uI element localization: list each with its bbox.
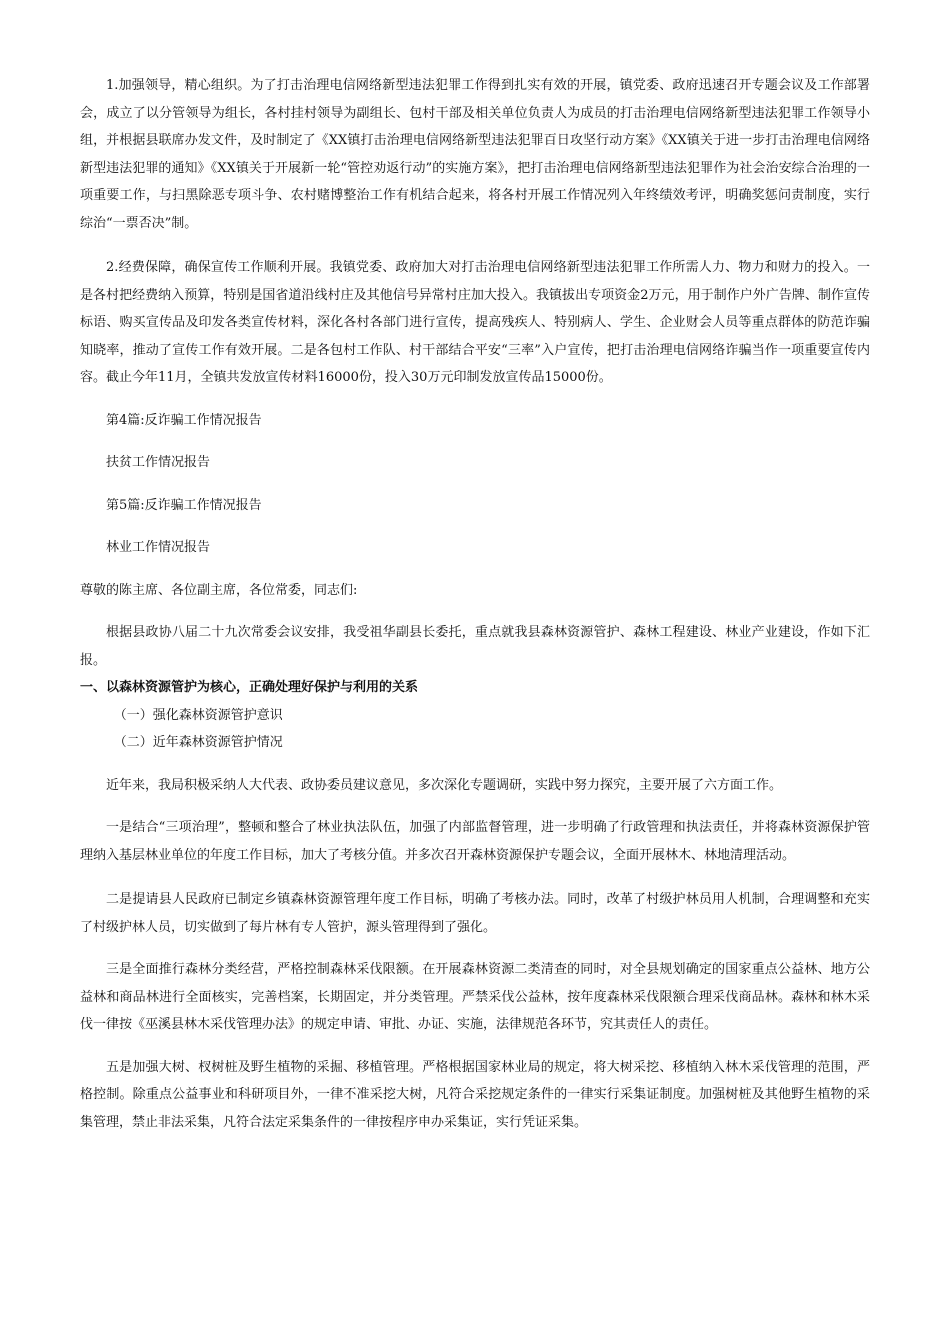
paragraph-item-3: 三是全面推行森林分类经营，严格控制森林采伐限额。在开展森林资源二类清查的同时，对全县规划确定的国家重点公益林、地方公益林和商品林进行全面核实，完善档案，长期固定，并分类管理。严禁采伐公益林，按年度森林采伐限额合理采伐商品林。森林和林木采伐一律按《巫溪县林木采伐管理办法》的规定申请、审批、办证、实施，法律规范各环节，究其责任人的责任。 bbox=[80, 962, 870, 1032]
paragraph-item-5: 五是加强大树、杈树桩及野生植物的采掘、移植管理。严格根据国家林业局的规定，将大树采挖、移植纳入林木采伐管理的范围，严格控制。除重点公益事业和科研项目外，一律不准采挖大树，凡符合采挖规定条件的一律实行采集证制度。加强树桩及其他野生植物的采集管理，禁止非法采集，凡符合法定采集条件的一律按程序申办采集证，实行凭证采集。 bbox=[80, 1059, 870, 1130]
chapter-5-title: 第5篇:反诈骗工作情况报告 bbox=[106, 497, 262, 513]
forestry-report-title: 林业工作情况报告 bbox=[106, 540, 211, 555]
poverty-report-title: 扶贫工作情况报告 bbox=[106, 455, 211, 470]
paragraph-intro: 根据县政协八届二十九次常委会议安排，我受祖华副县长委托，重点就我县森林资源管护、森林工程建设、林业产业建设，作如下汇报。 bbox=[80, 625, 870, 668]
paragraph-overview: 近年来，我局积极采纳人大代表、政协委员建议意见，多次深化专题调研，实践中努力探究，主要开展了六方面工作。 bbox=[106, 777, 783, 793]
chapter-4-title: 第4篇:反诈骗工作情况报告 bbox=[106, 412, 262, 428]
paragraph-item-1: 一是结合“三项治理”，整顿和整合了林业执法队伍，加强了内部监督管理，进一步明确了行政管理和执法责任，并将森林资源保护管理纳入基层林业单位的年度工作目标，加大了考核分值。并多次召开森林资源保护专题会议，全面开展林木、林地清理活动。 bbox=[80, 820, 870, 863]
paragraph-item-2: 二是提请县人民政府已制定乡镇森林资源管理年度工作目标，明确了考核办法。同时，改革了村级护林员用人机制，合理调整和充实了村级护林人员，切实做到了每片林有专人管护，源头管理得到了强化。 bbox=[80, 892, 870, 935]
salutation: 尊敬的陈主席、各位副主席，各位常委，同志们: bbox=[80, 582, 358, 598]
subsection-heading-2: （二）近年森林资源管护情况 bbox=[113, 735, 283, 750]
paragraph-funding: 2.经费保障，确保宣传工作顺利开展。我镇党委、政府加大对打击治理电信网络新型违法犯罪工作所需人力、物力和财力的投入。一是各村把经费纳入预算，特别是国省道沿线村庄及其他信号异常村庄加大投入。我镇拔出专项资金2万元，用于制作户外广告牌、制作宣传标语、购买宣传品及印发各类宣传材料，深化各村各部门进行宣传，提高残疾人、特别病人、学生、企业财会人员等重点群体的防范诈骗知晓率，推动了宣传工作有效开展。二是各包村工作队、村干部结合平安“三率”入户宣传，把打击治理电信网络诈骗当作一项重要宣传内容。截止今年11月，全镇共发放宣传材料16000份，投入30万元印制发放宣传品15000份。 bbox=[80, 260, 870, 385]
paragraph-leadership: 1.加强领导，精心组织。为了打击治理电信网络新型违法犯罪工作得到扎实有效的开展，镇党委、政府迅速召开专题会议及工作部署会，成立了以分管领导为组长，各村挂村领导为副组长、包村干部及相关单位负责人为成员的打击治理电信网络新型违法犯罪工作领导小组，并根据县联席办发文件，及时制定了《XX镇打击治理电信网络新型违法犯罪百日攻坚行动方案》《XX镇关于进一步打击治理电信网络新型违法犯罪的通知》《XX镇关于开展新一轮“管控劝返行动”的实施方案》，把打击治理电信网络新型违法犯罪作为社会治安综合治理的一项重要工作，与扫黑除恶专项斗争、农村赌博整治工作有机结合起来，将各村开展工作情况列入年终绩效考评，明确奖惩问责制度，实行综治“一票否决”制。 bbox=[80, 78, 870, 231]
section-heading-1: 一、以森林资源管护为核心，正确处理好保护与利用的关系 bbox=[80, 680, 419, 695]
subsection-heading-1: （一）强化森林资源管护意识 bbox=[113, 707, 283, 723]
